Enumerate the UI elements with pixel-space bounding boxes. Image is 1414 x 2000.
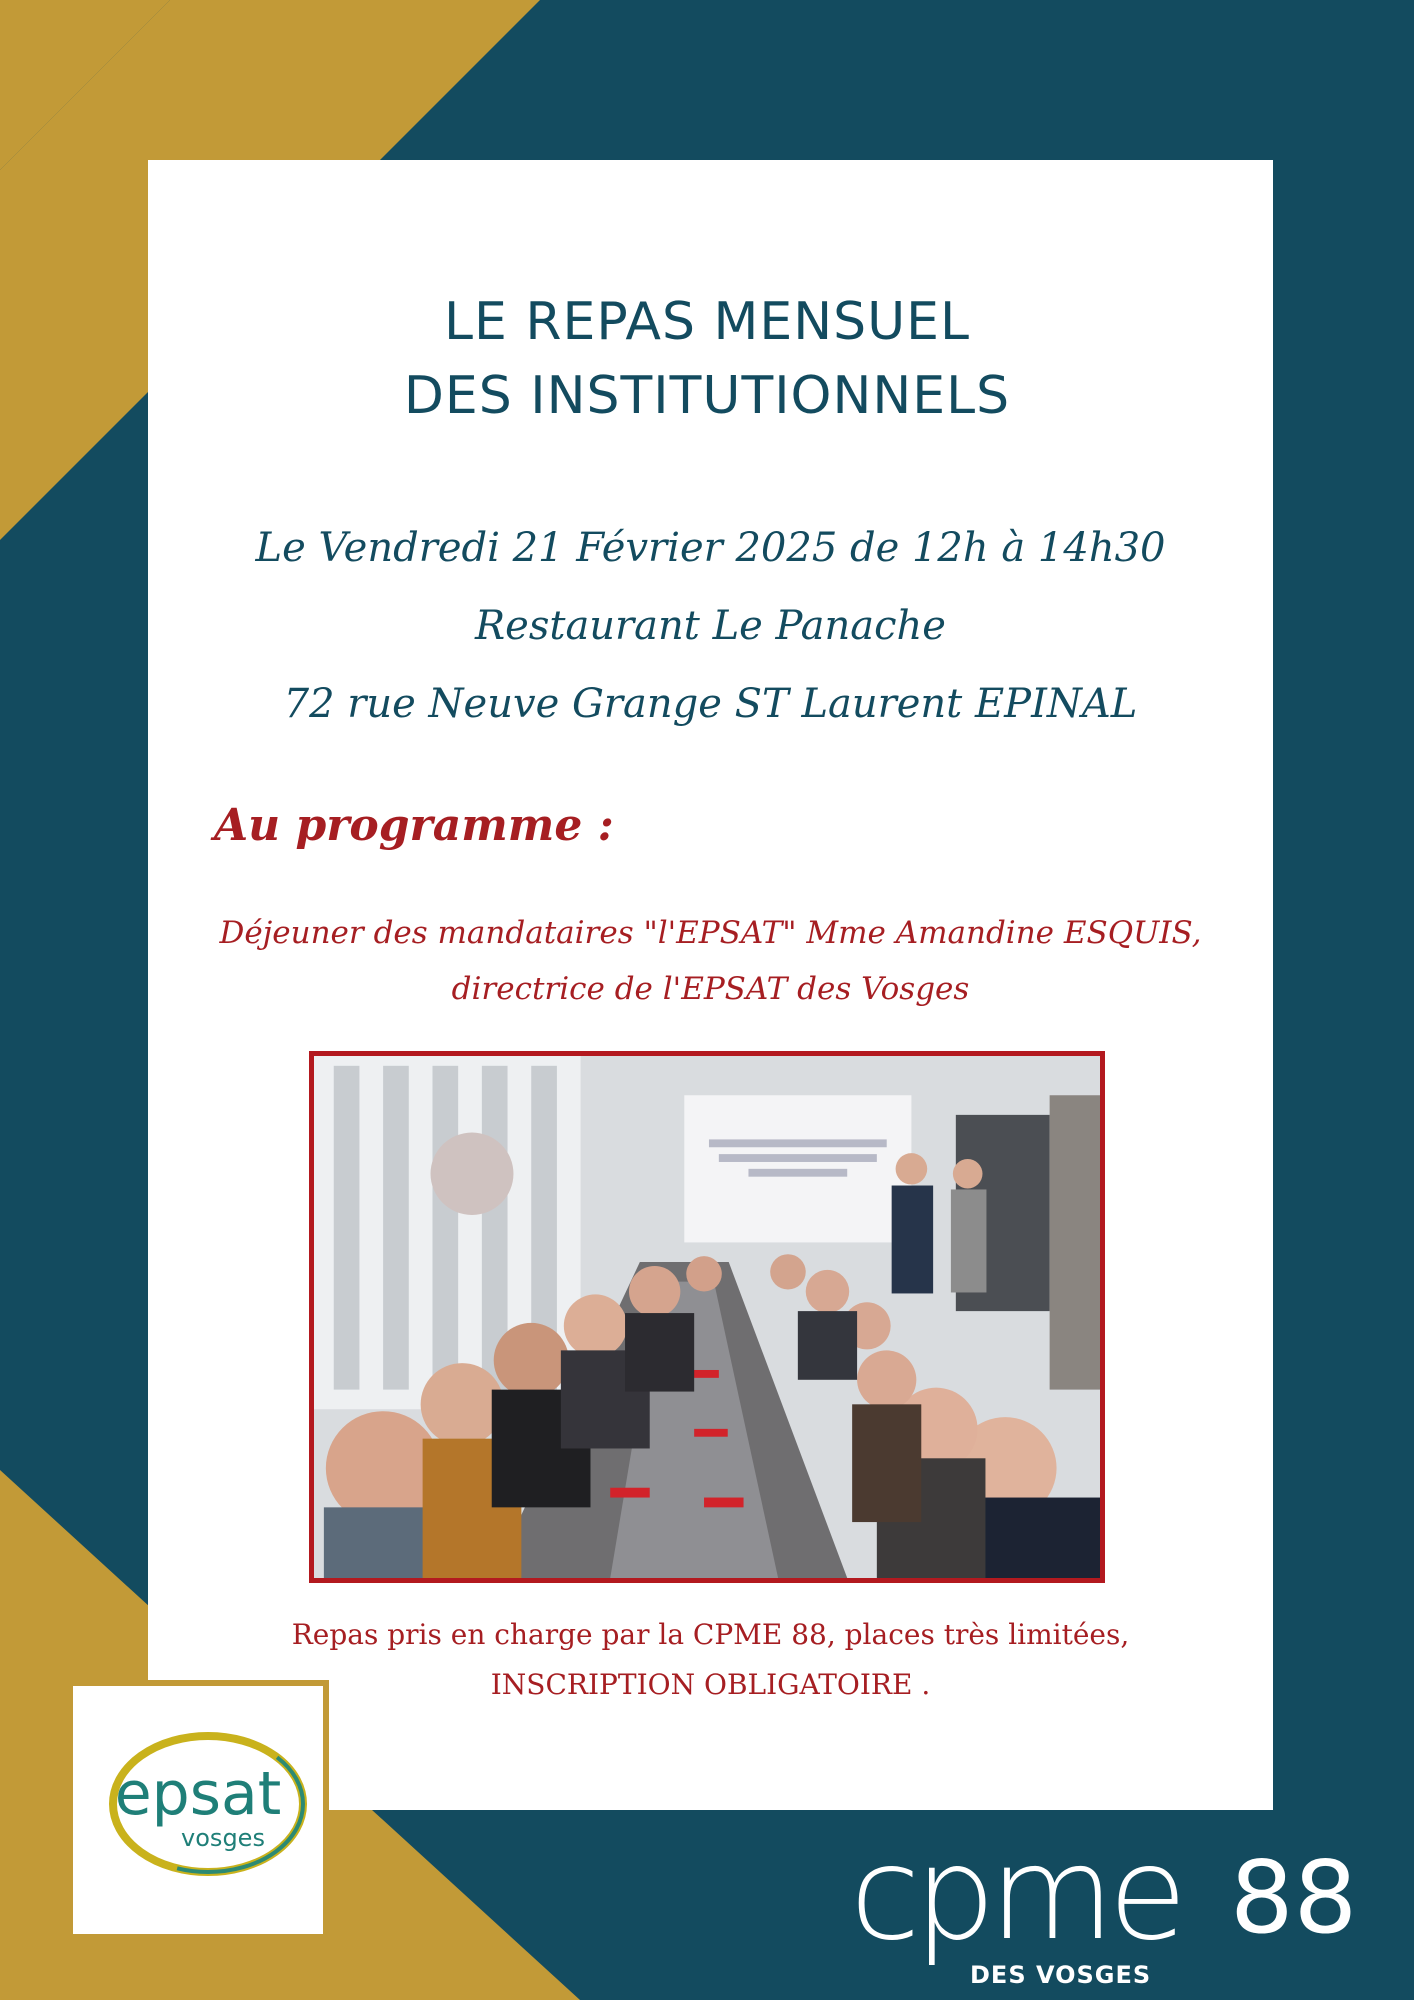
program-heading: Au programme : [214,800,614,851]
epsat-logo-subtext: vosges [181,1824,265,1852]
program-line1: Déjeuner des mandataires "l'EPSAT" Mme Amandine ESQUIS, [219,915,1202,951]
program-line2: directrice de l'EPSAT des Vosges [451,971,970,1007]
event-title-line1: LE REPAS MENSUEL [444,292,970,352]
footer-line2: INSCRIPTION OBLIGATOIRE . [490,1668,931,1701]
epsat-logo-graphic [73,1686,323,1934]
group-dinner-photo [314,1056,1100,1578]
cpme-logo-text: cpme [850,1820,1182,1969]
epsat-logo-text: epsat [114,1759,282,1829]
event-title [0,285,1414,433]
event-venue: Restaurant Le Panache [475,603,946,649]
footer-line1: Repas pris en charge par la CPME 88, places très limitées, [291,1618,1130,1651]
cpme-logo [850,1820,1370,1995]
event-photo [309,1051,1105,1583]
event-title-line2: DES INSTITUTIONNELS [403,366,1011,426]
event-date: Le Vendredi 21 Février 2025 de 12h à 14h30 [255,525,1166,571]
event-address: 72 rue Neuve Grange ST Laurent EPINAL [283,681,1138,727]
epsat-logo [67,1680,329,1940]
cpme-logo-subtext: DES VOSGES [970,1961,1152,1989]
cpme-logo-number: 88 [1230,1839,1358,1956]
